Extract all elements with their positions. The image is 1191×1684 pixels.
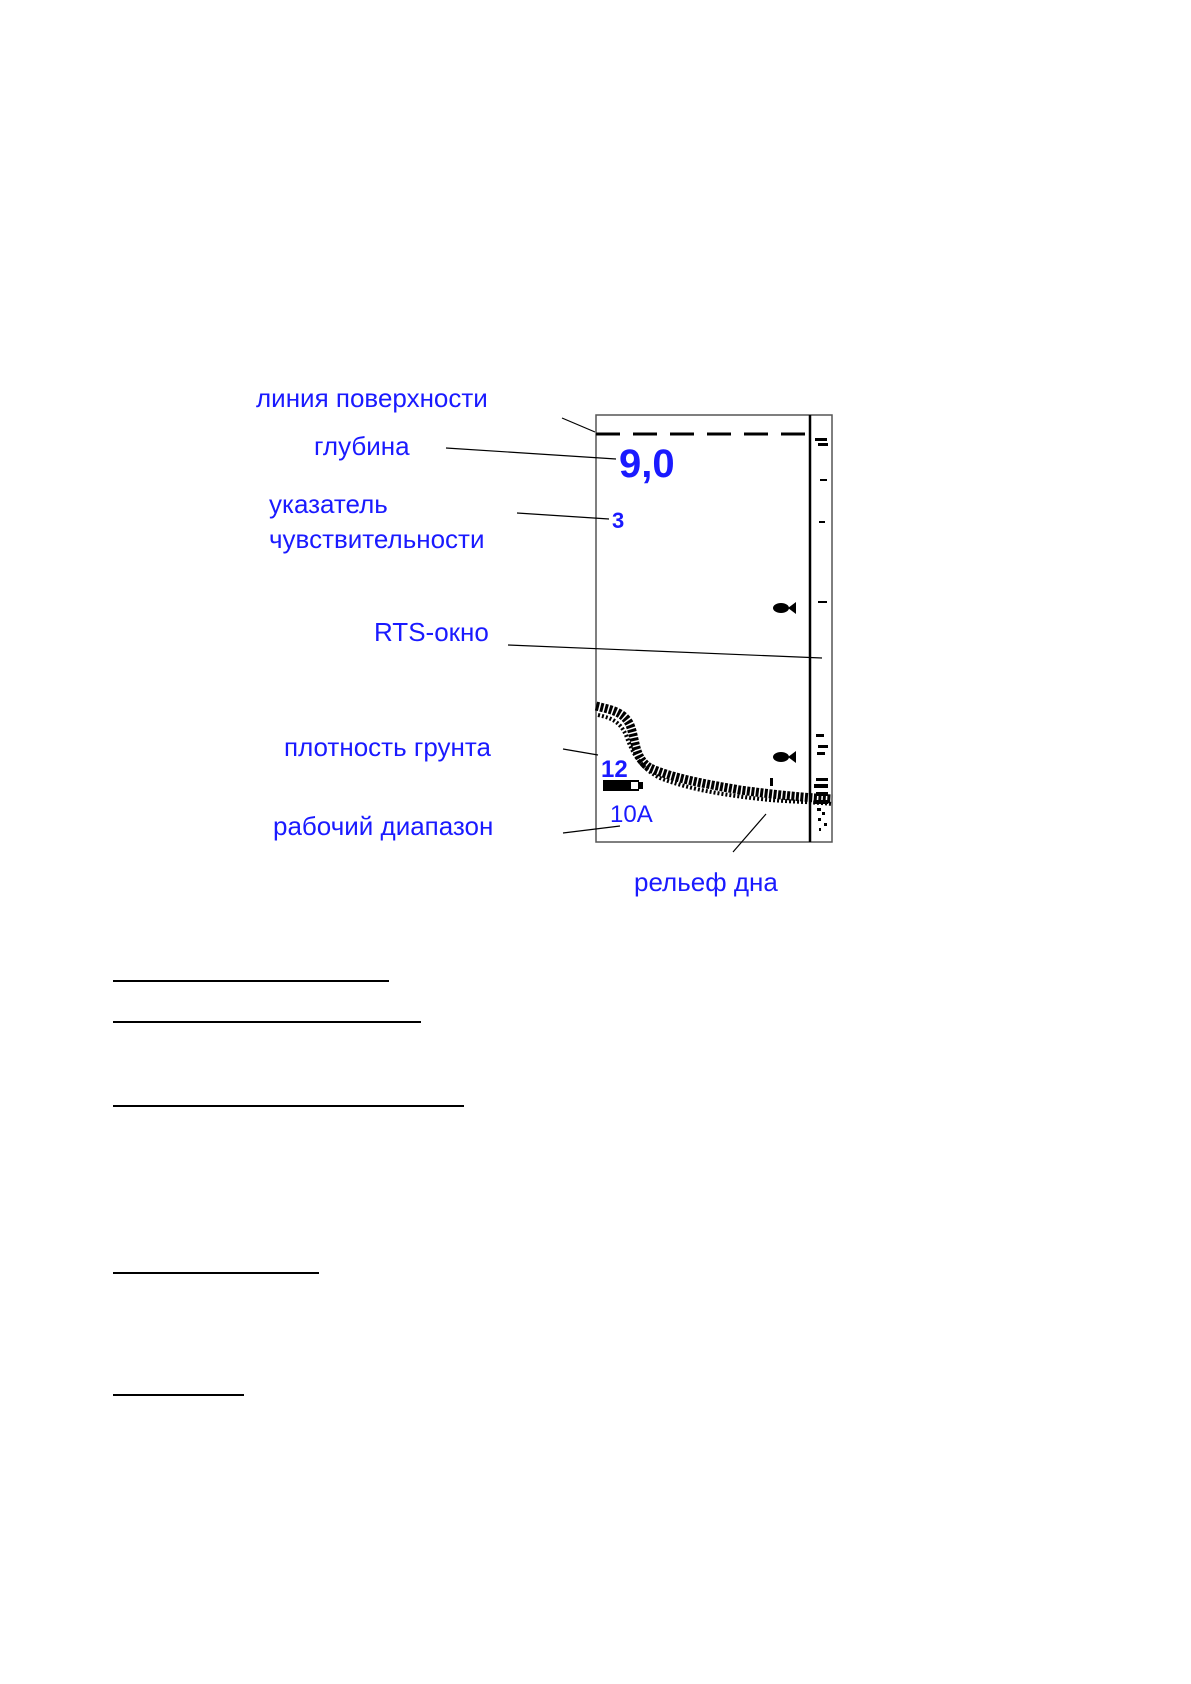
blank-line	[113, 1021, 421, 1023]
label-depth: глубина	[314, 431, 410, 461]
leader-bottom-density	[563, 749, 598, 755]
label-bottom-relief: рельеф дна	[634, 867, 778, 897]
blank-line	[113, 1105, 464, 1107]
label-sensitivity-1: указатель	[269, 489, 388, 519]
blank-line	[113, 1272, 319, 1274]
sensitivity-value: 3	[612, 508, 625, 533]
leader-sensitivity	[517, 513, 609, 519]
leader-depth	[446, 448, 616, 459]
depth-value: 9,0	[619, 442, 675, 486]
range-value: 10A	[610, 801, 653, 828]
blank-line	[113, 980, 389, 982]
label-surface-line: линия поверхности	[256, 383, 488, 413]
label-bottom-density: плотность грунта	[284, 732, 491, 762]
density-value: 12	[601, 756, 628, 783]
label-operating-range: рабочий диапазон	[273, 811, 494, 841]
label-rts-window: RTS-окно	[374, 617, 489, 647]
label-sensitivity-2: чувствительности	[269, 524, 485, 554]
blank-line	[113, 1394, 244, 1396]
leader-surface-line	[562, 418, 595, 432]
